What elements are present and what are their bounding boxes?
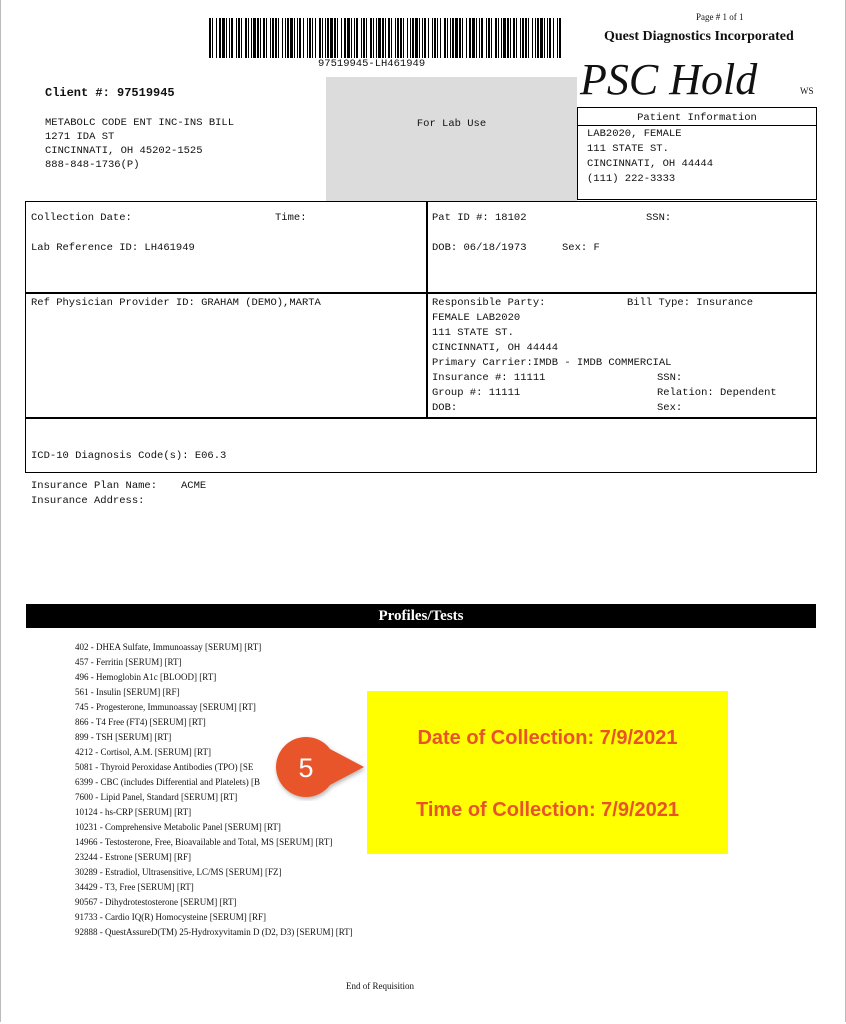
- client-line: METABOLC CODE ENT INC-INS BILL: [45, 117, 235, 129]
- test-item: 34429 - T3, Free [SERUM] [RT]: [75, 882, 194, 892]
- test-item: 10231 - Comprehensive Metabolic Panel [SERUM] [RT]: [75, 822, 281, 832]
- relation: Relation: Dependent: [657, 387, 777, 399]
- page-number: Page # 1 of 1: [696, 12, 744, 22]
- responsible-party-label: Responsible Party:: [432, 297, 546, 309]
- client-label: Client #:: [45, 86, 110, 100]
- grid-divider-1: [25, 292, 817, 294]
- step-badge: [270, 733, 370, 801]
- psc-hold-title: PSC Hold: [580, 55, 758, 104]
- test-item: 90567 - Dihydrotestosterone [SERUM] [RT]: [75, 897, 237, 907]
- test-item: 5081 - Thyroid Peroxidase Antibodies (TPO) [SE: [75, 762, 254, 772]
- ws-label: WS: [800, 86, 814, 96]
- badge-number: 5: [298, 753, 314, 783]
- patient-sex: Sex: F: [562, 242, 600, 254]
- responsible-party-lines: [432, 311, 671, 371]
- end-of-requisition: End of Requisition: [346, 981, 414, 991]
- insurance-number: Insurance #: 11111: [432, 372, 546, 384]
- badge-arrow-shape: [276, 737, 364, 797]
- group-number: Group #: 11111: [432, 387, 521, 399]
- test-item: 30289 - Estradiol, Ultrasensitive, LC/MS [SERUM] [FZ]: [75, 867, 282, 877]
- date-of-collection: Date of Collection: 7/9/2021: [417, 727, 678, 749]
- client-address: [45, 116, 234, 172]
- insurance-address-label: Insurance Address:: [31, 495, 145, 507]
- test-item: 23244 - Estrone [SERUM] [RF]: [75, 852, 191, 862]
- responsible-sex: Sex:: [657, 402, 683, 414]
- client-value: 97519945: [117, 86, 175, 100]
- client-line: CINCINNATI, OH 45202-1525: [45, 145, 203, 157]
- test-item: 745 - Progesterone, Immunoassay [SERUM] [RT]: [75, 702, 256, 712]
- barcode-text: 97519945-LH461949: [318, 58, 426, 70]
- test-item: 6399 - CBC (includes Differential and Platelets) [B: [75, 777, 261, 787]
- patient-info-lines: [587, 127, 713, 187]
- insurance-plan-name: ACME: [181, 480, 207, 492]
- test-item: 457 - Ferritin [SERUM] [RT]: [75, 657, 182, 667]
- patient-info-title: Patient Information: [578, 111, 816, 126]
- collection-date-label: Collection Date:: [31, 212, 132, 224]
- patient-info-box: [577, 107, 817, 200]
- ref-physician: Ref Physician Provider ID: GRAHAM (DEMO),MARTA: [31, 297, 321, 309]
- barcode-bar: [559, 18, 561, 58]
- responsible-line: CINCINNATI, OH 44444: [432, 342, 559, 354]
- lab-reference-id: Lab Reference ID: LH461949: [31, 242, 195, 254]
- responsible-line: 111 STATE ST.: [432, 327, 514, 339]
- test-item: 402 - DHEA Sulfate, Immunoassay [SERUM] [RT]: [75, 642, 262, 652]
- diagnosis-codes: ICD-10 Diagnosis Code(s): E06.3: [31, 450, 227, 462]
- insurance-plan-name-label: Insurance Plan Name:: [31, 480, 158, 492]
- test-item: 866 - T4 Free (FT4) [SERUM] [RT]: [75, 717, 206, 727]
- responsible-ssn: SSN:: [657, 372, 683, 384]
- patient-line: LAB2020, FEMALE: [587, 128, 682, 140]
- test-item: 496 - Hemoglobin A1c [BLOOD] [RT]: [75, 672, 217, 682]
- patient-line: (111) 222-3333: [587, 173, 676, 185]
- test-item: 91733 - Cardio IQ(R) Homocysteine [SERUM] [RF]: [75, 912, 266, 922]
- client-line: 1271 IDA ST: [45, 131, 115, 143]
- patient-line: CINCINNATI, OH 44444: [587, 158, 714, 170]
- responsible-line: Primary Carrier:IMDB - IMDB COMMERCIAL: [432, 357, 672, 369]
- test-item: 92888 - QuestAssureD(TM) 25-Hydroxyvitamin D (D2, D3) [SERUM] [RT]: [75, 927, 353, 937]
- patient-ssn: SSN:: [646, 212, 672, 224]
- profiles-tests-header: Profiles/Tests: [26, 604, 816, 628]
- responsible-dob: DOB:: [432, 402, 458, 414]
- patient-id: Pat ID #: 18102: [432, 212, 527, 224]
- test-item: 10124 - hs-CRP [SERUM] [RT]: [75, 807, 192, 817]
- test-item: 7600 - Lipid Panel, Standard [SERUM] [RT]: [75, 792, 238, 802]
- lab-use-label: For Lab Use: [416, 118, 487, 130]
- collection-time-label: Time:: [275, 212, 307, 224]
- test-item: 4212 - Cortisol, A.M. [SERUM] [RT]: [75, 747, 211, 757]
- company-name: Quest Diagnostics Incorporated: [604, 29, 794, 44]
- time-of-collection: Time of Collection: 7/9/2021: [415, 799, 680, 821]
- test-item: 899 - TSH [SERUM] [RT]: [75, 732, 172, 742]
- patient-dob: DOB: 06/18/1973: [432, 242, 527, 254]
- bill-type: Bill Type: Insurance: [627, 297, 754, 309]
- grid-divider-2: [25, 417, 817, 419]
- test-item: 14966 - Testosterone, Free, Bioavailable and Total, MS [SERUM] [RT]: [75, 837, 333, 847]
- test-item: 561 - Insulin [SERUM] [RF]: [75, 687, 180, 697]
- responsible-line: FEMALE LAB2020: [432, 312, 521, 324]
- patient-line: 111 STATE ST.: [587, 143, 669, 155]
- collection-highlight-box: [367, 691, 728, 854]
- grid-divider-vertical: [426, 201, 428, 418]
- client-number: [45, 86, 175, 101]
- lab-use-box: [326, 77, 577, 201]
- client-line: 888-848-1736(P): [45, 159, 140, 171]
- barcode: [209, 18, 561, 58]
